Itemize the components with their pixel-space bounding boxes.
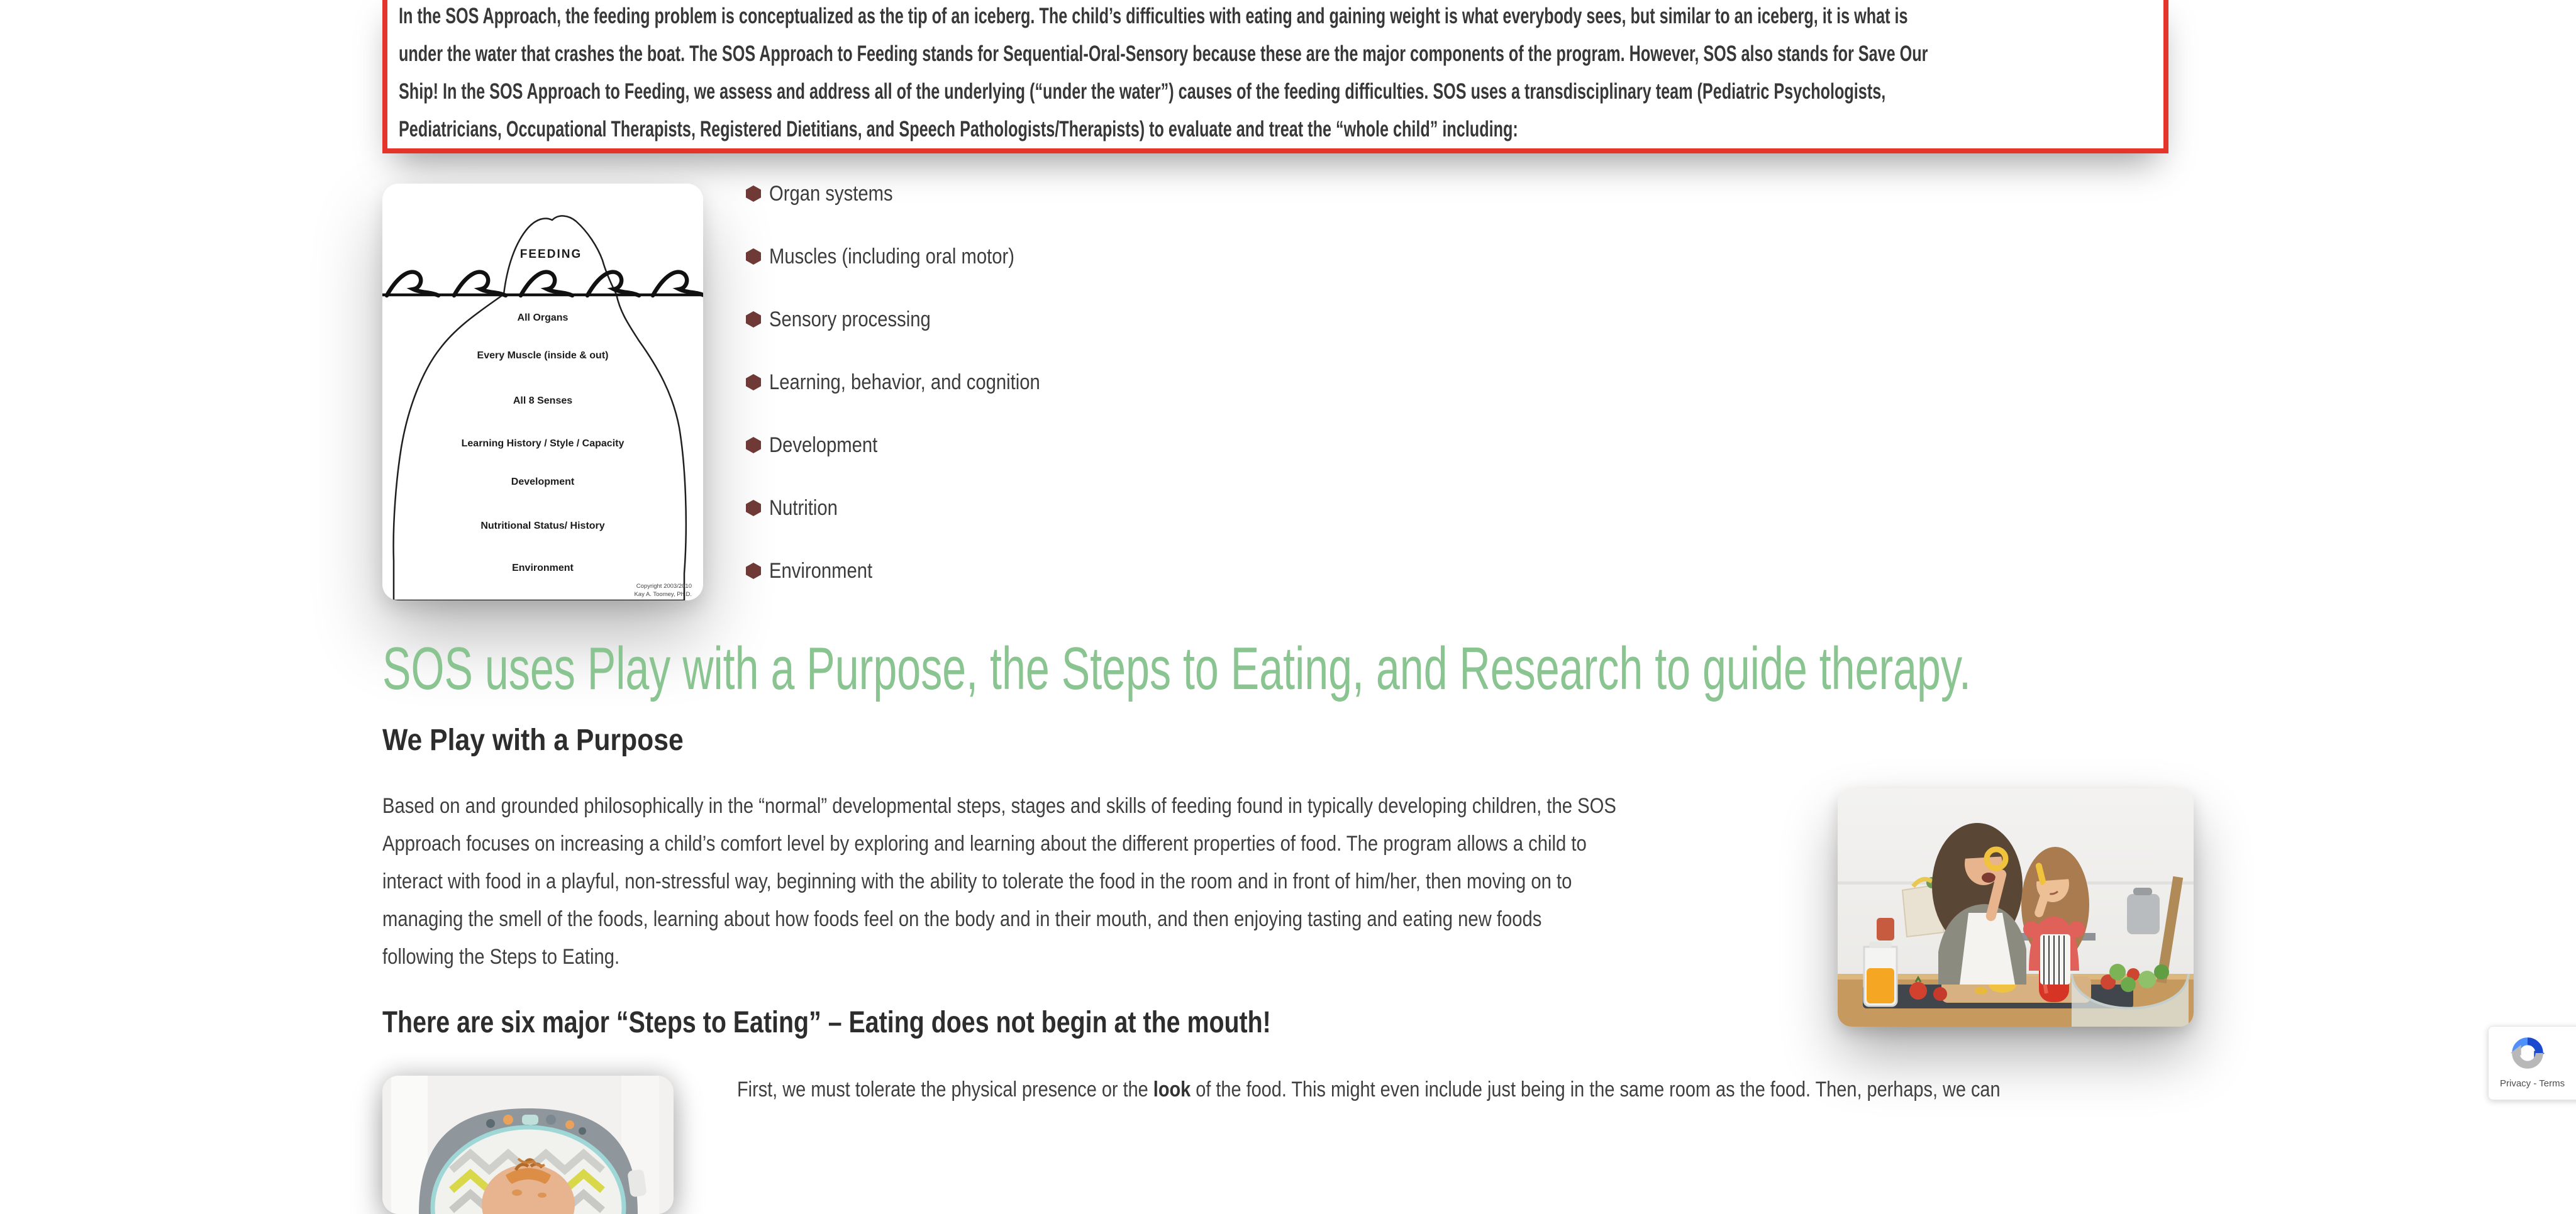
list-item — [746, 182, 1084, 206]
intro-line-3: Ship! In the SOS Approach to Feeding, we assess and address all of the underlying (“under the water”) causes of the feeding difficulties. SOS uses a transdisciplinary team (Pediatric Psychologists, — [399, 79, 1886, 104]
list-item — [746, 370, 1084, 394]
hexagon-bullet-icon — [746, 563, 761, 579]
play-purpose-heading-text: We Play with a Purpose — [382, 724, 684, 757]
baby-scene-illustration — [382, 1076, 674, 1214]
iceberg-label: Learning History / Style / Capacity — [461, 438, 625, 449]
intro-highlight-box — [382, 0, 2168, 153]
paragraph-line-text: Based on and grounded philosophically in the “normal” developmental steps, stages and skills of feeding found in typically developing children, the SOS — [382, 794, 1616, 818]
list-item-label: Development — [769, 433, 878, 457]
iceberg-copyright: Kay A. Toomey, Ph.D. — [634, 591, 692, 598]
intro-text-line — [399, 111, 2152, 148]
hexagon-bullet-icon — [746, 437, 761, 453]
first-step-after: of the food. This might even include just being in the same room as the food. Then, perhaps, we can — [1191, 1078, 2001, 1101]
intro-text-line — [399, 73, 2152, 111]
first-step-before: First, we must tolerate the physical presence or the — [737, 1078, 1153, 1101]
paragraph-line — [382, 900, 1817, 938]
play-purpose-heading — [382, 724, 721, 757]
hexagon-bullet-icon — [746, 248, 761, 265]
paragraph-line-text: Approach focuses on increasing a child’s comfort level by exploring and learning about the different properties of food. The program allows a child to — [382, 832, 1587, 856]
hexagon-bullet-icon — [746, 185, 761, 202]
list-item — [746, 559, 1084, 583]
list-item-label: Organ systems — [769, 181, 893, 206]
list-item-label: Learning, behavior, and cognition — [769, 370, 1040, 394]
iceberg-label: All 8 Senses — [513, 395, 573, 406]
intro-text-line — [399, 0, 2152, 35]
iceberg-label: All Organs — [517, 312, 569, 323]
iceberg-label: Every Muscle (inside & out) — [477, 350, 609, 361]
iceberg-copyright: Copyright 2003/2010 — [636, 583, 692, 590]
section-title-text: SOS uses Play with a Purpose, the Steps to Eating, and Research to guide therapy. — [382, 635, 1971, 702]
iceberg-illustration — [382, 184, 703, 600]
hexagon-bullet-icon — [746, 374, 761, 390]
first-step-paragraph — [737, 1071, 2223, 1108]
list-item-label: Muscles (including oral motor) — [769, 244, 1015, 268]
hexagon-bullet-icon — [746, 500, 761, 516]
paragraph-line-text: managing the smell of the foods, learning about how foods feel on the body and in their mouth, and then enjoying tasting and eating new foods — [382, 907, 1542, 931]
list-item-label: Nutrition — [769, 495, 838, 520]
section-title-green — [382, 635, 2576, 702]
hexagon-bullet-icon — [746, 311, 761, 328]
paragraph-line-text: interact with food in a playful, non-stressful way, beginning with the ability to tolerate the food in the room and in front of him/her, then moving on to — [382, 869, 1572, 893]
steps-to-eating-heading — [382, 1007, 1466, 1039]
first-step-bold-word: look — [1153, 1078, 1191, 1101]
paragraph-line-text: following the Steps to Eating. — [382, 945, 620, 969]
list-item — [746, 307, 1084, 331]
baby-highchair-photo — [382, 1076, 674, 1214]
intro-line-2: under the water that crashes the boat. The SOS Approach to Feeding stands for Sequential-Oral-Sensory because these are the major components of the program. However, SOS also stands for Save Our — [399, 41, 1928, 66]
whole-child-list — [746, 182, 1084, 622]
play-purpose-paragraph — [382, 787, 1817, 976]
kitchen-scene-illustration — [1838, 788, 2194, 1027]
paragraph-line — [382, 825, 1817, 863]
list-item-label: Sensory processing — [769, 307, 931, 331]
iceberg-diagram-card — [382, 184, 703, 600]
recaptcha-privacy-terms[interactable]: Privacy - Terms — [2500, 1078, 2565, 1089]
list-item — [746, 496, 1084, 520]
mother-daughter-photo — [1838, 788, 2194, 1027]
paragraph-line — [382, 938, 1817, 976]
iceberg-label-feeding: FEEDING — [519, 248, 582, 261]
iceberg-label: Development — [511, 477, 575, 487]
list-item — [746, 433, 1084, 457]
recaptcha-badge[interactable] — [2488, 1026, 2576, 1100]
intro-line-1: In the SOS Approach, the feeding problem is conceptualized as the tip of an iceberg. The child’s difficulties with eating and gaining weight is what everybody sees, but similar to an iceberg, it is what is — [399, 4, 1908, 28]
paragraph-line — [382, 787, 1817, 825]
iceberg-label: Environment — [512, 563, 574, 573]
list-item — [746, 245, 1084, 268]
intro-line-4: Pediatricians, Occupational Therapists, Registered Dietitians, and Speech Pathologists/Therapists) to evaluate and treat the “whole child” including: — [399, 117, 1518, 141]
list-item-label: Environment — [769, 558, 873, 583]
intro-text-line — [399, 35, 2152, 73]
steps-to-eating-heading-text: There are six major “Steps to Eating” – Eating does not begin at the mouth! — [382, 1006, 1271, 1039]
recaptcha-icon — [2510, 1035, 2545, 1071]
first-step-text — [737, 1071, 2001, 1108]
paragraph-line — [382, 863, 1817, 900]
iceberg-label: Nutritional Status/ History — [480, 521, 605, 531]
